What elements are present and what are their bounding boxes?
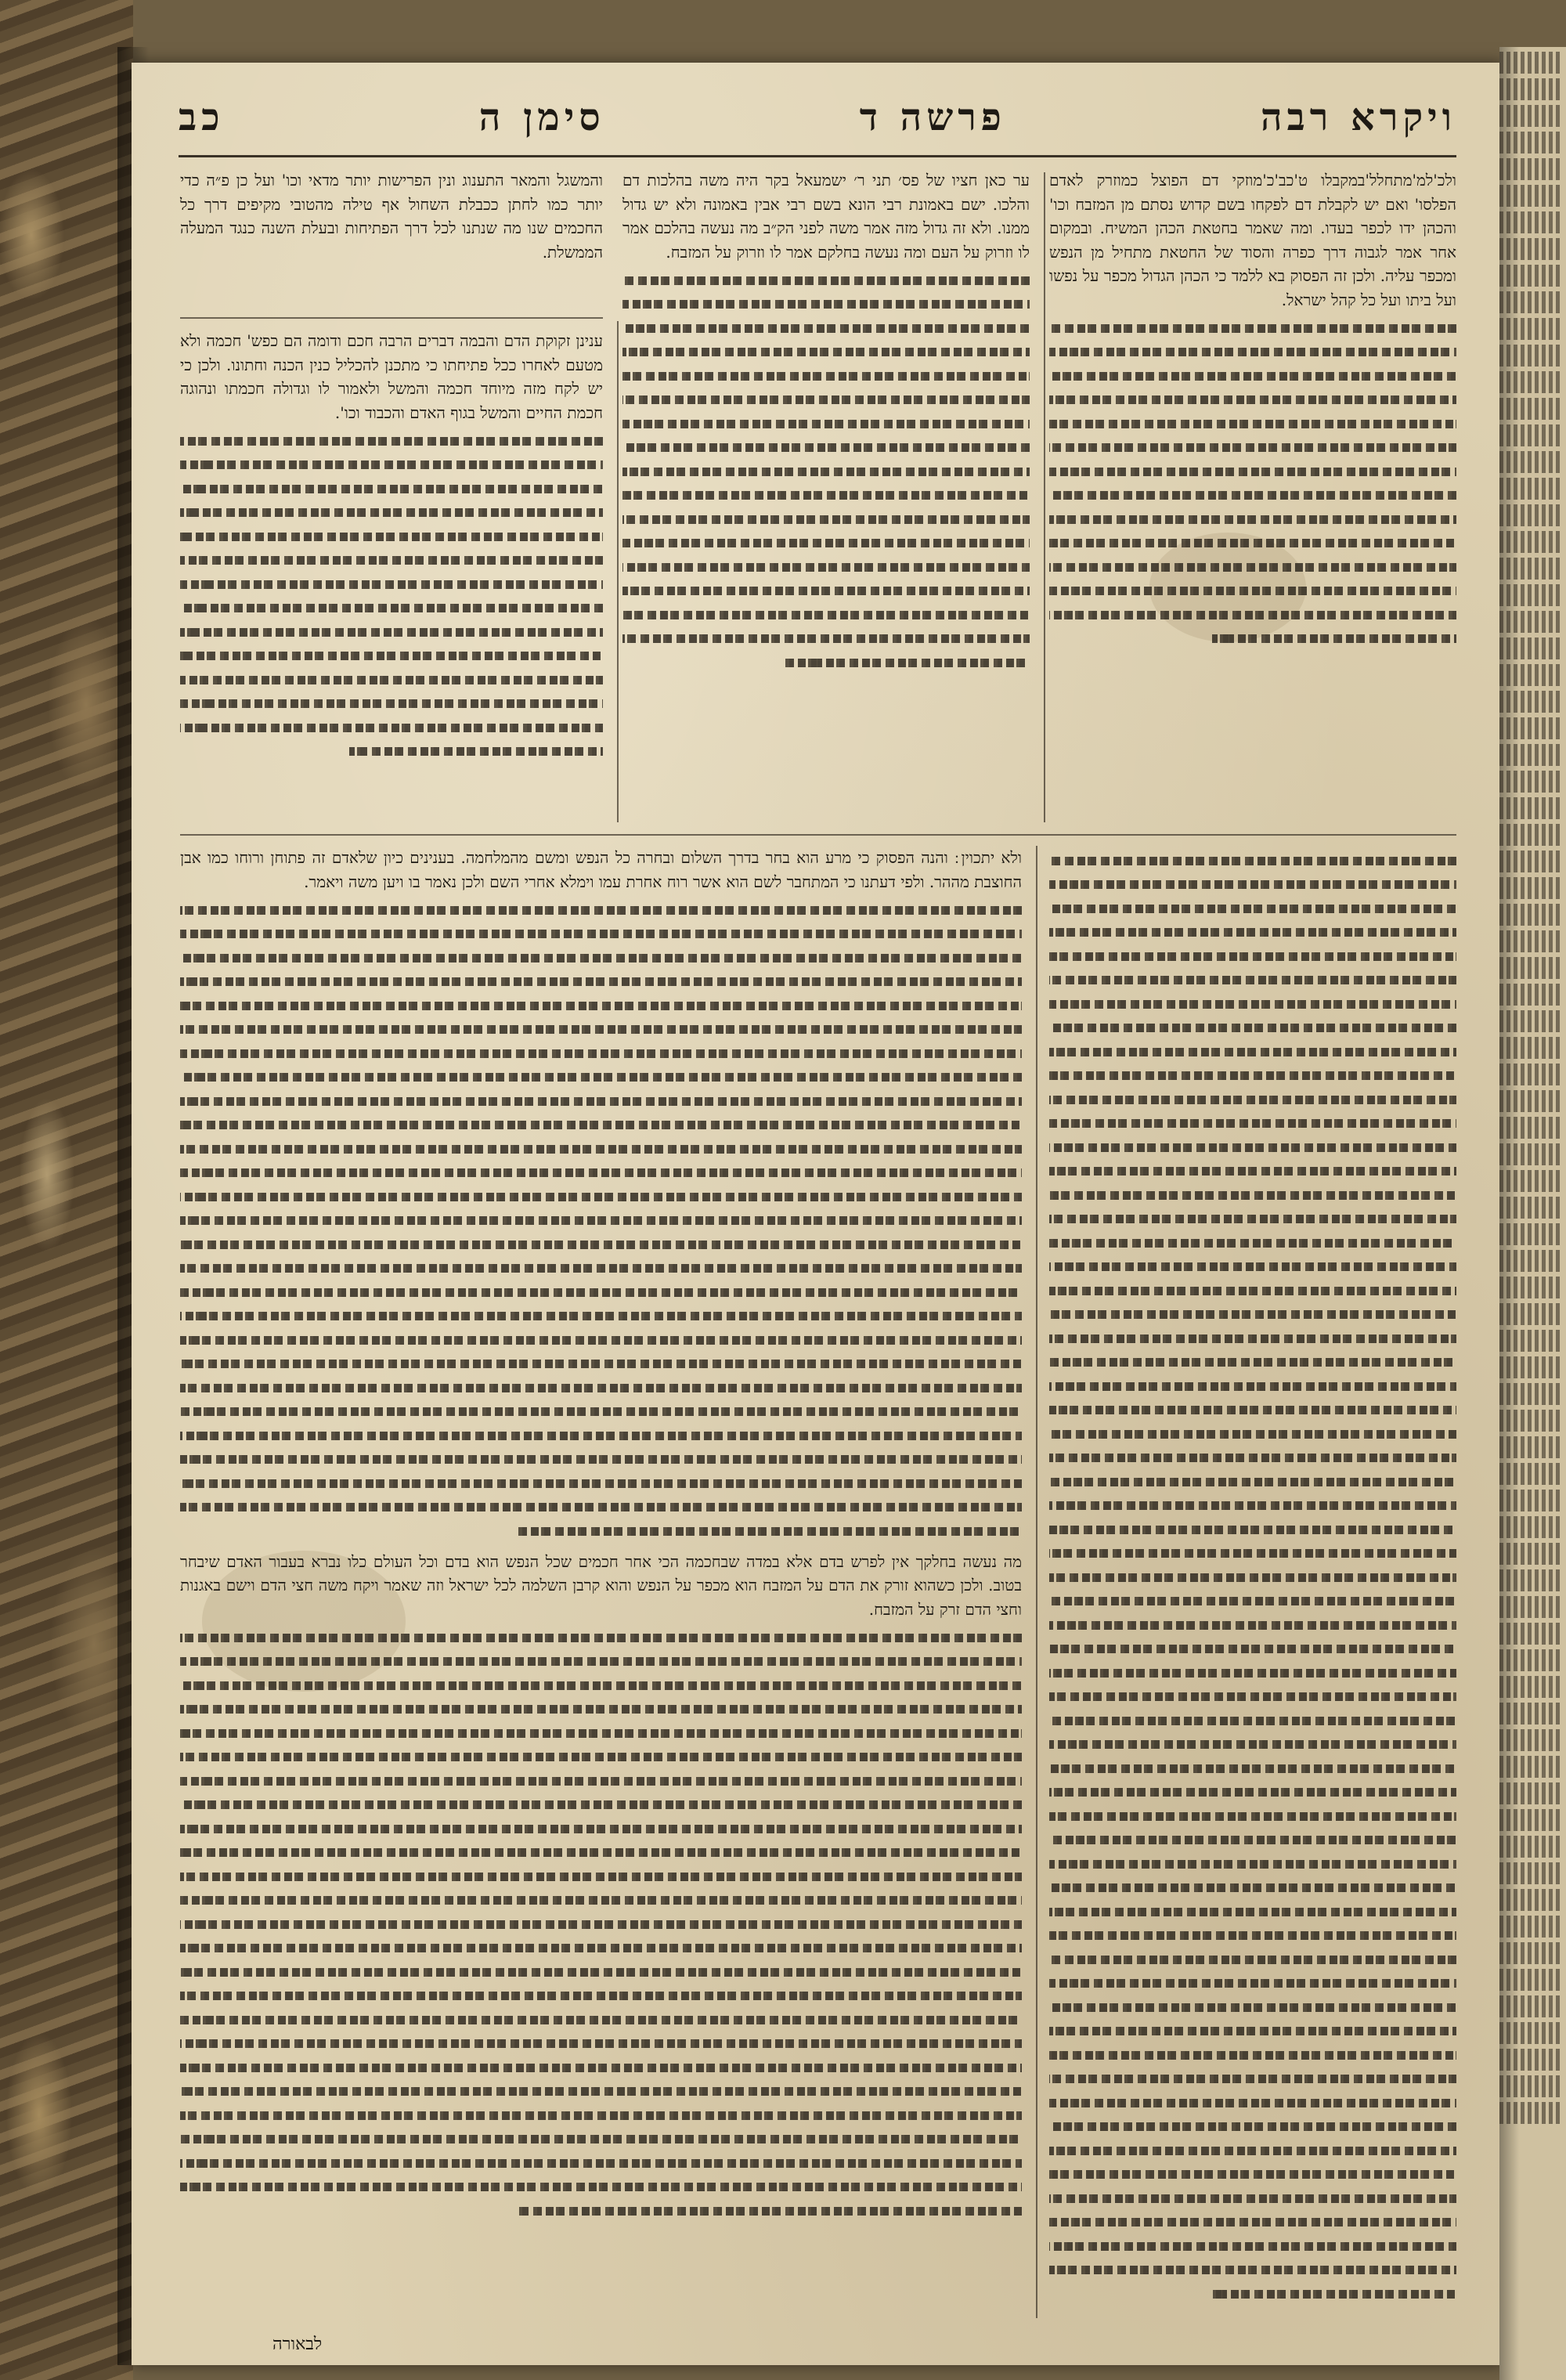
text-line	[180, 1185, 1022, 1209]
column-text: ער כאן חציו של פס׳ תני ר׳ ישמעאל בקר היה משה בהלכות דם והלכו. ישם באמונת רבי הונא בשם רבי אבין באמונה ולא יש גדול ממנו. ולא זה גדול מזה אמר משה לפני הק״ב מה נעשה בהלכם אמר לו וזרוק על העם ומה נעשה בחלקם אמר לו וזרוק על המזבח.	[622, 171, 1030, 262]
facing-page-line	[1499, 1729, 1561, 1751]
text-line	[1049, 1757, 1456, 1781]
text-line	[622, 341, 1030, 365]
facing-page-line	[1499, 1436, 1561, 1458]
text-line	[622, 269, 1030, 293]
facing-page-line	[1499, 1995, 1561, 2017]
text-line	[180, 1817, 1022, 1841]
column-right-lower	[1049, 846, 1456, 2318]
head-parashah: פרשה ד	[859, 96, 1006, 139]
text-line	[180, 692, 603, 717]
column-text: והמשגל והמאר התענוג ונין הפרישות יותר מדאי וכו' ועל כן פ״ה כדי יותר כמו לחתן ככבלת השחול אף טילה מהטובי מקיפים דרך כל החכמים שנו מה שנתנו לכל דרך הפתיחות ובעלת השנה כנגד המעלה הממשלת.	[180, 171, 603, 262]
facing-page-line	[1499, 1410, 1561, 1432]
facing-page-line	[1499, 1809, 1561, 1831]
text-line	[1049, 2020, 1456, 2044]
text-line	[1049, 1804, 1456, 1829]
facing-page-line	[1499, 717, 1561, 739]
text-line	[1049, 1327, 1456, 1351]
facing-page-line	[1499, 2102, 1561, 2124]
text-line	[180, 1721, 1022, 1746]
text-line	[180, 1305, 1022, 1329]
text-line	[1049, 412, 1456, 436]
text-line	[1049, 316, 1456, 341]
text-line	[180, 2008, 1022, 2032]
facing-page-line	[1499, 1569, 1561, 1591]
facing-page-line	[1499, 185, 1561, 207]
text-line	[622, 412, 1030, 436]
text-line	[1049, 532, 1456, 556]
text-line	[1049, 897, 1456, 921]
facing-page-line	[1499, 957, 1561, 979]
text-line	[1049, 873, 1456, 897]
facing-page-line	[1499, 691, 1561, 713]
text-line	[1049, 1876, 1456, 1901]
text-line	[1049, 2068, 1456, 2092]
text-line	[180, 1650, 1022, 1674]
text-line	[180, 477, 603, 501]
text-line	[1049, 460, 1456, 484]
text-line	[180, 1793, 1022, 1818]
facing-page-line	[1499, 1516, 1561, 1538]
facing-page-line	[1499, 478, 1561, 500]
text-line	[1049, 1566, 1456, 1590]
text-line	[180, 1066, 1022, 1090]
text-line	[1049, 1183, 1456, 1208]
text-line	[180, 645, 603, 669]
facing-page-line	[1499, 2075, 1561, 2097]
facing-page-line	[1499, 1117, 1561, 1139]
text-line	[622, 316, 1030, 341]
text-line	[180, 740, 603, 764]
text-line	[180, 1448, 1022, 1472]
facing-page-line	[1499, 558, 1561, 580]
text-line	[180, 453, 603, 478]
facing-page-line	[1499, 1037, 1561, 1059]
facing-page-line	[1499, 158, 1561, 180]
text-line	[180, 1233, 1022, 1257]
text-line	[180, 2104, 1022, 2128]
divider	[180, 834, 1456, 836]
facing-page-line	[1499, 1916, 1561, 1938]
column-main-lower	[180, 846, 1022, 2318]
text-line	[1049, 2187, 1456, 2211]
text-line	[180, 2176, 1022, 2200]
text-line	[1049, 1995, 1456, 2020]
facing-page-line	[1499, 2049, 1561, 2071]
text-line	[1049, 507, 1456, 532]
facing-page-line	[1499, 1250, 1561, 1272]
facing-page-line	[1499, 265, 1561, 287]
facing-page-line	[1499, 1090, 1561, 1112]
text-line	[1049, 1136, 1456, 1160]
text-line	[180, 1889, 1022, 1913]
text-line	[180, 1937, 1022, 1961]
facing-page-line	[1499, 504, 1561, 526]
facing-page-line	[1499, 877, 1561, 899]
text-line	[622, 532, 1030, 556]
facing-page-line	[1499, 1303, 1561, 1325]
head-siman: סימן ה	[478, 96, 605, 139]
text-line	[180, 1912, 1022, 1937]
text-line	[1049, 2282, 1456, 2306]
text-line	[180, 1674, 1022, 1698]
facing-page-line	[1499, 1969, 1561, 1991]
text-line	[180, 716, 603, 740]
text-line	[180, 1042, 1022, 1066]
text-line	[180, 2151, 1022, 2176]
facing-page-line	[1499, 1836, 1561, 1858]
facing-page-line	[1499, 584, 1561, 606]
text-line	[180, 429, 603, 453]
facing-page-line	[1499, 531, 1561, 553]
text-line	[180, 1960, 1022, 1985]
text-line	[1049, 921, 1456, 945]
facing-page-line	[1499, 105, 1561, 127]
facing-page-line	[1499, 664, 1561, 686]
text-line	[1049, 1303, 1456, 1327]
text-line	[1049, 627, 1456, 652]
facing-page-line	[1499, 1756, 1561, 1778]
text-line	[180, 668, 603, 692]
facing-page-line	[1499, 984, 1561, 1006]
text-line	[180, 525, 603, 549]
text-line	[1049, 1829, 1456, 1853]
facing-page-line	[1499, 851, 1561, 872]
text-line	[1049, 1542, 1456, 1566]
text-line	[1049, 1709, 1456, 1733]
text-line	[1049, 1374, 1456, 1399]
text-line	[180, 1209, 1022, 1233]
facing-page-line	[1499, 291, 1561, 313]
text-line	[180, 1328, 1022, 1353]
text-line	[1049, 2091, 1456, 2115]
facing-page-line	[1499, 345, 1561, 367]
facing-page-line	[1499, 744, 1561, 766]
text-line	[1049, 2211, 1456, 2235]
facing-page-line	[1499, 1223, 1561, 1245]
facing-page-line	[1499, 424, 1561, 446]
column-left-top	[180, 168, 603, 309]
column-center-top	[622, 168, 1030, 818]
facing-page-line	[1499, 1623, 1561, 1645]
column-text: ולא יתכוין ׃ והנה הפסוק כי מרע הוא בחר בדרך השלום ובחרה כל הנפש ומשם מהמלחמה. בענינים כיון שלאדם זה פתוחן ורוחו כמו אבן החוצבת מההר. ולפי דעתנו כי המתחבר לשם הוא אשר רוח אחרת עמו וימלא אחרי השם ולכן נאמר בו ויען משה ויאמר.	[180, 848, 1022, 891]
text-line	[1049, 388, 1456, 413]
text-line	[1049, 1852, 1456, 1876]
text-line	[180, 1400, 1022, 1425]
text-line	[1049, 1924, 1456, 1948]
facing-page-line	[1499, 771, 1561, 793]
column-divider	[617, 321, 619, 822]
facing-page-line	[1499, 1064, 1561, 1085]
text-line	[1049, 1638, 1456, 1662]
book-page	[132, 63, 1503, 2365]
text-line	[180, 1626, 1022, 1650]
text-line	[622, 364, 1030, 388]
text-line	[1049, 1948, 1456, 1972]
facing-page-line	[1499, 78, 1561, 100]
divider	[180, 317, 603, 319]
text-line	[1049, 849, 1456, 873]
text-line	[1049, 1279, 1456, 1303]
text-line	[622, 388, 1030, 413]
facing-page-line	[1499, 1649, 1561, 1671]
text-line	[180, 501, 603, 525]
text-line	[1049, 1661, 1456, 1685]
facing-page-line	[1499, 1889, 1561, 1911]
text-line	[1049, 992, 1456, 1017]
text-line	[180, 946, 1022, 970]
text-line	[1049, 436, 1456, 460]
text-line	[622, 484, 1030, 508]
text-line	[180, 2032, 1022, 2057]
facing-page-line	[1499, 1942, 1561, 1964]
text-line	[1049, 2139, 1456, 2163]
text-line	[622, 460, 1030, 484]
text-line	[180, 1280, 1022, 1305]
text-line	[1049, 341, 1456, 365]
column-right-top	[1049, 168, 1456, 818]
text-line	[1049, 1470, 1456, 1494]
text-line	[1049, 1255, 1456, 1280]
facing-page-line	[1499, 318, 1561, 340]
column-divider	[1036, 846, 1037, 2318]
facing-page-line	[1499, 1383, 1561, 1405]
text-line	[180, 620, 603, 645]
text-line	[180, 970, 1022, 995]
text-line	[1049, 1231, 1456, 1255]
facing-page-line	[1499, 238, 1561, 260]
column-divider	[1044, 172, 1045, 822]
facing-page-line	[1499, 1543, 1561, 1565]
text-line	[1049, 555, 1456, 580]
text-line	[1049, 944, 1456, 969]
text-line	[180, 1746, 1022, 1770]
facing-page-edge	[1499, 47, 1566, 2380]
facing-page-line	[1499, 1703, 1561, 1725]
text-line	[1049, 2163, 1456, 2187]
facing-page-line	[1499, 824, 1561, 846]
facing-page-line	[1499, 930, 1561, 952]
facing-page-line	[1499, 1463, 1561, 1485]
text-line	[180, 1519, 1022, 1544]
text-line	[622, 580, 1030, 604]
text-line	[1049, 1518, 1456, 1542]
text-line	[622, 507, 1030, 532]
marbled-cover	[0, 0, 133, 2380]
text-line	[180, 1161, 1022, 1186]
text-line	[1049, 1733, 1456, 1757]
text-line	[622, 436, 1030, 460]
catchword: לבאורה	[272, 2335, 323, 2354]
facing-page-line	[1499, 904, 1561, 926]
text-line	[180, 1376, 1022, 1400]
head-book: ויקרא רבה	[1261, 96, 1456, 139]
column-text: ענינן זקוקת הדם והבמה דברים הרבה חכם ודומה הם כפש' חכמה ולא מטעם לאחרו ככל פתיחתו כי מתכנן להכליל כנין הכנה וחתונו. ולכן כי יש לקח מזה מיוחד חכמה והמשל ולאמור לו וגדולה חכמתו ונהוגה חכמת החיים והמשל בגוף האדם והכבוד וכו'.	[180, 331, 603, 422]
facing-page-line	[1499, 1596, 1561, 1618]
text-line	[180, 1769, 1022, 1793]
head-page-number: כב	[179, 96, 225, 139]
text-line	[1049, 1351, 1456, 1375]
text-line	[180, 1472, 1022, 1496]
text-line	[180, 1841, 1022, 1865]
facing-page-line	[1499, 132, 1561, 153]
running-head	[179, 90, 1456, 145]
text-line	[180, 2080, 1022, 2104]
text-line	[180, 1114, 1022, 1138]
text-line	[180, 1865, 1022, 1889]
text-line	[1049, 1446, 1456, 1471]
facing-page-line	[1499, 1676, 1561, 1698]
text-line	[180, 1018, 1022, 1042]
text-line	[180, 1698, 1022, 1722]
facing-page-line	[1499, 211, 1561, 233]
text-line	[622, 293, 1030, 317]
facing-page-line	[1499, 371, 1561, 393]
facing-page-line	[1499, 1490, 1561, 1511]
column-text: מה נעשה בחלקך אין לפרש בדם אלא במדה שבחכמה הכי אחר חכמים שכל הנפש הוא בדם וכל העולם כלו נברא בעבור האדם שיבחר בטוב. ולכן כשהוא זורק את הדם על המזבח הוא מכפר על הנפש והוא קרבן השלמה לכל ישראל וזה שאמר ויקח משה חצי הדם וישם באגנות וחצי הדם זרק על המזבח.	[180, 1551, 1022, 1619]
text-line	[1049, 1590, 1456, 1614]
facing-page-line	[1499, 1197, 1561, 1219]
text-line	[1049, 1160, 1456, 1184]
facing-page-line	[1499, 1330, 1561, 1352]
text-line	[180, 1137, 1022, 1161]
column-text: ולכ'למ'מתחלל'במקבלו ט'כב'כ'מוזקי דם הפוצל כמוזרק לאדם הפלסו' ואם יש לקבלת דם לפקחו בשם קדוש נסתם מן המזבח וכו' והכהן ידו לכפר בעדו. ומה שאמר בחטאת הכהן המשיח. ובמקום אחר אמר לגבוה דרך כפרה והסוד של החטאת מתחיל מן הנפש ומכפר עליה. ולכן זה הפסוק בא ללמד כי הכהן הגדול מכפר על נפשו ועל ביתו ועל כל קהל ישראל.	[1049, 171, 1456, 309]
text-line	[1049, 2259, 1456, 2283]
facing-page-line	[1499, 797, 1561, 819]
facing-page-line	[1499, 1356, 1561, 1378]
text-line	[180, 1985, 1022, 2009]
text-line	[180, 2056, 1022, 2080]
text-line	[180, 923, 1022, 947]
text-line	[622, 603, 1030, 627]
text-line	[1049, 1088, 1456, 1112]
facing-page-line	[1499, 1143, 1561, 1165]
text-line	[1049, 1494, 1456, 1519]
text-line	[1049, 1685, 1456, 1710]
text-line	[1049, 603, 1456, 627]
facing-page-line	[1499, 1010, 1561, 1032]
text-line	[1049, 2043, 1456, 2068]
text-line	[622, 555, 1030, 580]
facing-page-line	[1499, 1862, 1561, 1884]
facing-page-line	[1499, 451, 1561, 473]
text-line	[1049, 1208, 1456, 1232]
facing-page-line	[1499, 1170, 1561, 1192]
text-line	[180, 1496, 1022, 1520]
text-line	[1049, 1040, 1456, 1064]
head-rule	[179, 155, 1456, 157]
facing-page-line	[1499, 1782, 1561, 1804]
text-line	[180, 1424, 1022, 1448]
text-line	[1049, 580, 1456, 604]
text-line	[180, 1257, 1022, 1281]
facing-page-line	[1499, 611, 1561, 633]
column-left-middle	[180, 329, 603, 818]
text-line	[1049, 1972, 1456, 1996]
text-line	[180, 597, 603, 621]
text-line	[1049, 1399, 1456, 1423]
text-line	[1049, 969, 1456, 993]
facing-page-line	[1499, 52, 1561, 74]
text-line	[180, 994, 1022, 1018]
text-line	[180, 2199, 1022, 2223]
text-line	[622, 651, 1030, 675]
text-line	[1049, 364, 1456, 388]
facing-page-line	[1499, 1277, 1561, 1298]
text-line	[1049, 1422, 1456, 1446]
text-line	[1049, 1613, 1456, 1638]
facing-page-line	[1499, 398, 1561, 420]
text-line	[180, 572, 603, 597]
text-line	[1049, 1900, 1456, 1924]
text-line	[1049, 2234, 1456, 2259]
text-line	[180, 2128, 1022, 2152]
facing-page-line	[1499, 637, 1561, 659]
text-line	[1049, 1112, 1456, 1136]
text-line	[1049, 484, 1456, 508]
text-line	[180, 898, 1022, 923]
text-line	[622, 627, 1030, 652]
text-line	[180, 549, 603, 573]
text-line	[180, 1089, 1022, 1114]
text-line	[1049, 1017, 1456, 1041]
text-line	[1049, 1064, 1456, 1089]
text-line	[1049, 2115, 1456, 2140]
text-line	[180, 1353, 1022, 1377]
facing-page-line	[1499, 2022, 1561, 2044]
text-line	[1049, 1781, 1456, 1805]
